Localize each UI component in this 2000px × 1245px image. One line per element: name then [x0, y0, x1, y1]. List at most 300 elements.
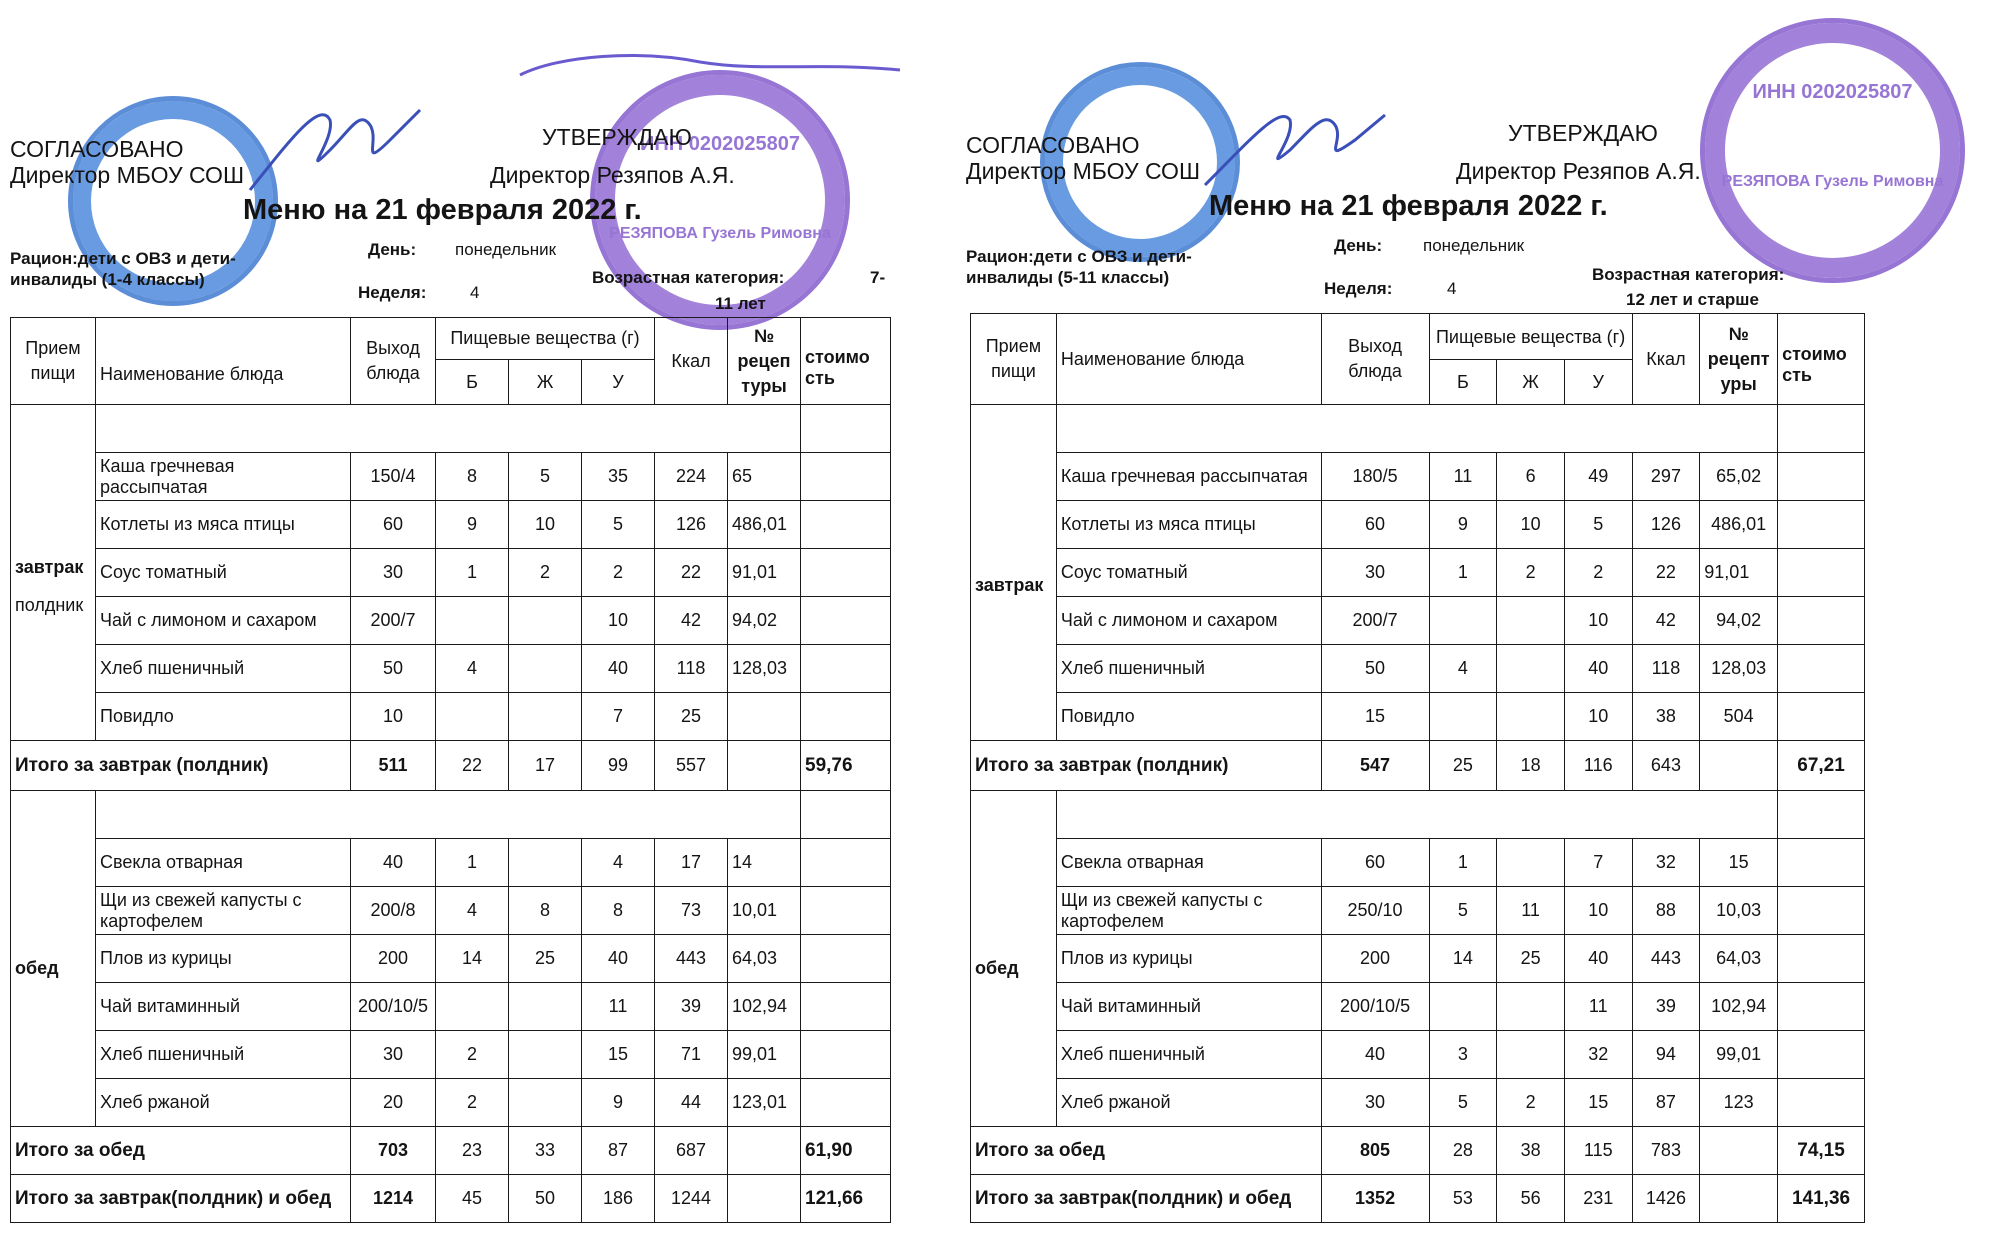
dish-u: 5 — [1564, 501, 1632, 549]
table-row — [971, 597, 1865, 645]
dish-recipe: 486,01 — [728, 501, 801, 549]
grand-total-zh: 56 — [1497, 1175, 1565, 1223]
table-row — [11, 645, 891, 693]
breakfast-total-row — [971, 741, 1865, 791]
dish-name: Соус томатный — [96, 549, 351, 597]
ration-label: Рацион:дети с ОВЗ и дети-инвалиды (1-4 классы) — [10, 249, 236, 289]
age-category-value-b: 11 лет — [715, 294, 766, 313]
dish-u: 40 — [582, 935, 655, 983]
dish-name: Хлеб ржаной — [96, 1079, 351, 1127]
table-row — [11, 453, 891, 501]
dish-recipe: 65,02 — [1700, 453, 1778, 501]
breakfast-section-row — [971, 405, 1865, 453]
dish-u: 2 — [582, 549, 655, 597]
dish-kcal: 94 — [1632, 1031, 1700, 1079]
dish-kcal: 32 — [1632, 839, 1700, 887]
breakfast-total-zh: 18 — [1497, 741, 1565, 791]
lunch-total-zh: 38 — [1497, 1127, 1565, 1175]
ration-label: Рацион:дети с ОВЗ и дети-инвалиды (5-11 классы) — [966, 247, 1192, 287]
table-row — [971, 983, 1865, 1031]
dish-u: 11 — [582, 983, 655, 1031]
breakfast-total-yield: 511 — [351, 741, 436, 791]
grand-total-row — [11, 1175, 891, 1223]
dish-yield: 10 — [351, 693, 436, 741]
dish-yield: 200 — [1321, 935, 1429, 983]
dish-recipe: 486,01 — [1700, 501, 1778, 549]
dish-recipe — [728, 693, 801, 741]
header-nutrients: Пищевые вещества (г) — [1429, 314, 1632, 360]
grand-total-u: 231 — [1564, 1175, 1632, 1223]
table-row — [11, 983, 891, 1031]
breakfast-total-zh: 17 — [509, 741, 582, 791]
dish-kcal: 118 — [655, 645, 728, 693]
dish-yield: 40 — [1321, 1031, 1429, 1079]
header-zh: Ж — [509, 360, 582, 405]
age-category-value-a: 7- — [870, 268, 886, 287]
dish-yield: 200/8 — [351, 887, 436, 935]
dish-kcal: 71 — [655, 1031, 728, 1079]
dish-b: 4 — [436, 887, 509, 935]
dish-yield: 150/4 — [351, 453, 436, 501]
dish-zh: 2 — [1497, 1079, 1565, 1127]
header-kcal: Ккал — [655, 318, 728, 405]
dish-kcal: 87 — [1632, 1079, 1700, 1127]
table-row — [11, 1031, 891, 1079]
dish-name: Чай витаминный — [1056, 983, 1321, 1031]
dish-name: Чай с лимоном и сахаром — [1056, 597, 1321, 645]
breakfast-total-row — [11, 741, 891, 791]
stamp-name-text: РЕЗЯПОВА Гузель Римовна — [609, 225, 831, 242]
dish-recipe: 123,01 — [728, 1079, 801, 1127]
dish-b: 9 — [436, 501, 509, 549]
dish-u: 10 — [1564, 597, 1632, 645]
breakfast-total-u: 116 — [1564, 741, 1632, 791]
dish-zh — [509, 693, 582, 741]
dish-zh: 5 — [509, 453, 582, 501]
dish-kcal: 39 — [655, 983, 728, 1031]
dish-zh: 8 — [509, 887, 582, 935]
dish-yield: 200 — [351, 935, 436, 983]
dish-recipe: 15 — [1700, 839, 1778, 887]
dish-recipe: 64,03 — [728, 935, 801, 983]
header-cost: стоимо сть — [801, 318, 891, 405]
dish-name: Чай витаминный — [96, 983, 351, 1031]
dish-zh: 6 — [1497, 453, 1565, 501]
dish-zh: 10 — [509, 501, 582, 549]
week-label: Неделя: — [358, 283, 427, 302]
table-row — [11, 501, 891, 549]
dish-u: 32 — [1564, 1031, 1632, 1079]
grand-total-label: Итого за завтрак(полдник) и обед — [11, 1175, 351, 1223]
breakfast-total-label: Итого за завтрак (полдник) — [971, 741, 1322, 791]
breakfast-total-b: 25 — [1429, 741, 1497, 791]
lunch-total-u: 115 — [1564, 1127, 1632, 1175]
dish-b — [1429, 693, 1497, 741]
dish-recipe: 65 — [728, 453, 801, 501]
dish-b — [436, 693, 509, 741]
week-value: 4 — [1447, 279, 1457, 298]
dish-u: 15 — [1564, 1079, 1632, 1127]
dish-recipe: 99,01 — [1700, 1031, 1778, 1079]
dish-b: 1 — [436, 839, 509, 887]
dish-zh: 25 — [509, 935, 582, 983]
grand-total-label: Итого за завтрак(полдник) и обед — [971, 1175, 1322, 1223]
dish-zh — [1497, 983, 1565, 1031]
dish-u: 7 — [582, 693, 655, 741]
dish-b: 8 — [436, 453, 509, 501]
age-category-label: Возрастная категория: — [1592, 265, 1785, 284]
dish-b: 5 — [1429, 887, 1497, 935]
confirm-label: УТВЕРЖДАЮ — [542, 124, 692, 150]
dish-recipe: 504 — [1700, 693, 1778, 741]
header-kcal: Ккал — [1632, 314, 1700, 405]
stamp-name-text: РЕЗЯПОВА Гузель Римовна — [1721, 173, 1944, 190]
table-row — [11, 1079, 891, 1127]
grand-total-yield: 1214 — [351, 1175, 436, 1223]
dish-name: Щи из свежей капусты с картофелем — [96, 887, 351, 935]
table-header-row — [971, 314, 1865, 360]
dish-kcal: 73 — [655, 887, 728, 935]
breakfast-total-kcal: 643 — [1632, 741, 1700, 791]
lunch-total-row — [971, 1127, 1865, 1175]
lunch-total-yield: 805 — [1321, 1127, 1429, 1175]
table-row — [971, 1031, 1865, 1079]
dish-b — [436, 597, 509, 645]
dish-zh — [1497, 839, 1565, 887]
lunch-total-label: Итого за обед — [11, 1127, 351, 1175]
header-nutrients: Пищевые вещества (г) — [436, 318, 655, 360]
confirm-by: Директор Резяпов А.Я. — [490, 162, 735, 188]
dish-name: Свекла отварная — [1056, 839, 1321, 887]
dish-recipe: 94,02 — [728, 597, 801, 645]
dish-recipe: 91,01 — [728, 549, 801, 597]
dish-u: 5 — [582, 501, 655, 549]
stamp-inn-text: ИНН 0202025807 — [1752, 81, 1913, 103]
meal-label-breakfast-2: полдник — [15, 594, 84, 615]
dish-u: 4 — [582, 839, 655, 887]
dish-kcal: 118 — [1632, 645, 1700, 693]
dish-name: Повидло — [1056, 693, 1321, 741]
dish-yield: 200/7 — [351, 597, 436, 645]
week-value: 4 — [470, 283, 480, 302]
dish-name: Хлеб ржаной — [1056, 1079, 1321, 1127]
header-meal: Прием пищи — [971, 314, 1057, 405]
dish-kcal: 39 — [1632, 983, 1700, 1031]
dish-u: 10 — [582, 597, 655, 645]
dish-u: 11 — [1564, 983, 1632, 1031]
header-dish: Наименование блюда — [96, 318, 351, 405]
grand-total-yield: 1352 — [1321, 1175, 1429, 1223]
dish-recipe: 128,03 — [728, 645, 801, 693]
dish-u: 9 — [582, 1079, 655, 1127]
dish-name: Хлеб пшеничный — [96, 1031, 351, 1079]
dish-recipe: 10,03 — [1700, 887, 1778, 935]
dish-recipe: 91,01 — [1700, 549, 1778, 597]
menu-table — [10, 317, 891, 1223]
dish-u: 2 — [1564, 549, 1632, 597]
stamp-inn-text: ИНН 0202025807 — [639, 133, 801, 155]
dish-yield: 250/10 — [1321, 887, 1429, 935]
dish-kcal: 42 — [655, 597, 728, 645]
table-header-row — [11, 318, 891, 360]
header-b: Б — [436, 360, 509, 405]
lunch-total-b: 28 — [1429, 1127, 1497, 1175]
dish-zh: 2 — [509, 549, 582, 597]
header-meal: Прием пищи — [11, 318, 96, 405]
dish-b: 11 — [1429, 453, 1497, 501]
age-category-value-b: 12 лет и старше — [1626, 290, 1759, 309]
dish-yield: 200/10/5 — [1321, 983, 1429, 1031]
dish-kcal: 443 — [655, 935, 728, 983]
dish-kcal: 224 — [655, 453, 728, 501]
table-row — [11, 549, 891, 597]
table-row — [971, 935, 1865, 983]
entrepreneur-stamp-right — [1700, 18, 1965, 283]
dish-u: 10 — [1564, 887, 1632, 935]
dish-b: 14 — [436, 935, 509, 983]
dish-yield: 60 — [1321, 839, 1429, 887]
table-row — [971, 645, 1865, 693]
dish-b: 5 — [1429, 1079, 1497, 1127]
breakfast-total-label: Итого за завтрак (полдник) — [11, 741, 351, 791]
dish-u: 7 — [1564, 839, 1632, 887]
dish-name: Соус томатный — [1056, 549, 1321, 597]
meal-label-breakfast-1: завтрак — [975, 575, 1044, 595]
meal-label-lunch: обед — [971, 791, 1057, 1127]
grand-total-u: 186 — [582, 1175, 655, 1223]
day-label: День: — [1334, 236, 1383, 255]
dish-b: 4 — [436, 645, 509, 693]
approved-label: СОГЛАСОВАНО — [10, 136, 184, 162]
dish-recipe: 102,94 — [1700, 983, 1778, 1031]
menu-sheet-left — [0, 0, 960, 1245]
dish-yield: 30 — [1321, 549, 1429, 597]
header-recipe: № рецеп туры — [728, 318, 801, 405]
table-row — [11, 839, 891, 887]
dish-b: 14 — [1429, 935, 1497, 983]
header-dish: Наименование блюда — [1056, 314, 1321, 405]
dish-u: 40 — [1564, 935, 1632, 983]
table-row — [11, 935, 891, 983]
table-row — [971, 887, 1865, 935]
dish-name: Хлеб пшеничный — [1056, 1031, 1321, 1079]
dish-zh — [1497, 645, 1565, 693]
dish-yield: 30 — [351, 549, 436, 597]
dish-yield: 20 — [351, 1079, 436, 1127]
dish-zh — [509, 1079, 582, 1127]
table-row — [971, 1079, 1865, 1127]
header-yield: Выход блюда — [1321, 314, 1429, 405]
dish-yield: 50 — [351, 645, 436, 693]
dish-u: 40 — [582, 645, 655, 693]
dish-b — [436, 983, 509, 1031]
dish-u: 40 — [1564, 645, 1632, 693]
dish-zh — [1497, 597, 1565, 645]
dish-yield: 60 — [1321, 501, 1429, 549]
table-row — [971, 501, 1865, 549]
dish-zh: 25 — [1497, 935, 1565, 983]
breakfast-total-cost: 67,21 — [1778, 741, 1865, 791]
dish-kcal: 25 — [655, 693, 728, 741]
dish-kcal: 22 — [1632, 549, 1700, 597]
dish-yield: 200/10/5 — [351, 983, 436, 1031]
dish-yield: 60 — [351, 501, 436, 549]
dish-u: 8 — [582, 887, 655, 935]
approved-by: Директор МБОУ СОШ — [966, 158, 1201, 184]
grand-total-b: 53 — [1429, 1175, 1497, 1223]
table-row — [11, 597, 891, 645]
dish-name: Плов из курицы — [96, 935, 351, 983]
dish-name: Котлеты из мяса птицы — [1056, 501, 1321, 549]
lunch-total-kcal: 687 — [655, 1127, 728, 1175]
dish-name: Хлеб пшеничный — [96, 645, 351, 693]
table-row — [971, 693, 1865, 741]
lunch-total-label: Итого за обед — [971, 1127, 1322, 1175]
lunch-total-u: 87 — [582, 1127, 655, 1175]
dish-kcal: 17 — [655, 839, 728, 887]
lunch-section-row — [971, 791, 1865, 839]
grand-total-row — [971, 1175, 1865, 1223]
dish-recipe: 99,01 — [728, 1031, 801, 1079]
dish-name: Свекла отварная — [96, 839, 351, 887]
breakfast-section-row — [11, 405, 891, 453]
dish-u: 49 — [1564, 453, 1632, 501]
dish-kcal: 88 — [1632, 887, 1700, 935]
grand-total-zh: 50 — [509, 1175, 582, 1223]
header-u: У — [1564, 360, 1632, 405]
dish-name: Котлеты из мяса птицы — [96, 501, 351, 549]
dish-yield: 200/7 — [1321, 597, 1429, 645]
dish-zh: 10 — [1497, 501, 1565, 549]
age-category-label: Возрастная категория: — [592, 268, 785, 287]
dish-b: 4 — [1429, 645, 1497, 693]
dish-recipe: 123 — [1700, 1079, 1778, 1127]
dish-kcal: 38 — [1632, 693, 1700, 741]
meal-label-breakfast — [971, 405, 1057, 741]
dish-zh: 2 — [1497, 549, 1565, 597]
breakfast-total-kcal: 557 — [655, 741, 728, 791]
day-label: День: — [368, 240, 417, 259]
dish-name: Каша гречневая рассыпчатая — [96, 453, 351, 501]
dish-yield: 30 — [351, 1031, 436, 1079]
dish-zh: 11 — [1497, 887, 1565, 935]
lunch-total-yield: 703 — [351, 1127, 436, 1175]
dish-b: 3 — [1429, 1031, 1497, 1079]
dish-zh — [509, 597, 582, 645]
menu-sheet-right — [960, 0, 1944, 1245]
confirm-label: УТВЕРЖДАЮ — [1508, 120, 1658, 146]
table-row — [11, 693, 891, 741]
lunch-total-b: 23 — [436, 1127, 509, 1175]
table-row — [971, 549, 1865, 597]
lunch-total-kcal: 783 — [1632, 1127, 1700, 1175]
dish-recipe: 64,03 — [1700, 935, 1778, 983]
dish-b: 1 — [1429, 839, 1497, 887]
header-cost: стоимо сть — [1778, 314, 1865, 405]
table-row — [971, 453, 1865, 501]
lunch-total-cost: 74,15 — [1778, 1127, 1865, 1175]
dish-name: Чай с лимоном и сахаром — [96, 597, 351, 645]
dish-zh — [1497, 1031, 1565, 1079]
grand-total-kcal: 1426 — [1632, 1175, 1700, 1223]
dish-yield: 30 — [1321, 1079, 1429, 1127]
header-recipe: № рецепт уры — [1700, 314, 1778, 405]
page-title: Меню на 21 февраля 2022 г. — [243, 194, 642, 226]
dish-recipe: 94,02 — [1700, 597, 1778, 645]
dish-name: Плов из курицы — [1056, 935, 1321, 983]
dish-recipe: 128,03 — [1700, 645, 1778, 693]
dish-kcal: 44 — [655, 1079, 728, 1127]
meal-label-lunch: обед — [11, 791, 96, 1127]
dish-zh — [509, 983, 582, 1031]
dish-b: 1 — [1429, 549, 1497, 597]
dish-recipe: 14 — [728, 839, 801, 887]
breakfast-total-yield: 547 — [1321, 741, 1429, 791]
table-row — [971, 839, 1865, 887]
confirm-by: Директор Резяпов А.Я. — [1456, 158, 1701, 184]
dish-zh — [509, 839, 582, 887]
dish-zh — [509, 645, 582, 693]
dish-b: 2 — [436, 1079, 509, 1127]
table-row — [11, 887, 891, 935]
grand-total-cost: 121,66 — [801, 1175, 891, 1223]
dish-u: 35 — [582, 453, 655, 501]
header-yield: Выход блюда — [351, 318, 436, 405]
dish-kcal: 126 — [655, 501, 728, 549]
week-label: Неделя: — [1324, 279, 1393, 298]
grand-total-kcal: 1244 — [655, 1175, 728, 1223]
day-value: понедельник — [1423, 236, 1525, 255]
dish-kcal: 42 — [1632, 597, 1700, 645]
header-zh: Ж — [1497, 360, 1565, 405]
meal-label-breakfast-1: завтрак — [15, 556, 84, 577]
dish-kcal: 297 — [1632, 453, 1700, 501]
dish-zh — [1497, 693, 1565, 741]
dish-zh — [509, 1031, 582, 1079]
menu-table — [970, 313, 1865, 1223]
header-b: Б — [1429, 360, 1497, 405]
dish-recipe: 10,01 — [728, 887, 801, 935]
dish-b: 1 — [436, 549, 509, 597]
lunch-section-row — [11, 791, 891, 839]
dish-b — [1429, 597, 1497, 645]
grand-total-b: 45 — [436, 1175, 509, 1223]
lunch-total-row — [11, 1127, 891, 1175]
dish-b — [1429, 983, 1497, 1031]
approved-by: Директор МБОУ СОШ — [10, 162, 245, 188]
dish-name: Щи из свежей капусты с картофелем — [1056, 887, 1321, 935]
dish-yield: 40 — [351, 839, 436, 887]
dish-u: 15 — [582, 1031, 655, 1079]
dish-yield: 15 — [1321, 693, 1429, 741]
dish-recipe: 102,94 — [728, 983, 801, 1031]
approved-label: СОГЛАСОВАНО — [966, 132, 1140, 158]
header-u: У — [582, 360, 655, 405]
meal-label-breakfast — [11, 405, 96, 741]
dish-kcal: 126 — [1632, 501, 1700, 549]
page-title: Меню на 21 февраля 2022 г. — [1209, 190, 1608, 222]
dish-yield: 50 — [1321, 645, 1429, 693]
day-value: понедельник — [455, 240, 557, 259]
grand-total-cost: 141,36 — [1778, 1175, 1865, 1223]
lunch-total-zh: 33 — [509, 1127, 582, 1175]
dish-name: Повидло — [96, 693, 351, 741]
dish-b: 2 — [436, 1031, 509, 1079]
dish-kcal: 22 — [655, 549, 728, 597]
lunch-total-cost: 61,90 — [801, 1127, 891, 1175]
breakfast-total-u: 99 — [582, 741, 655, 791]
dish-kcal: 443 — [1632, 935, 1700, 983]
